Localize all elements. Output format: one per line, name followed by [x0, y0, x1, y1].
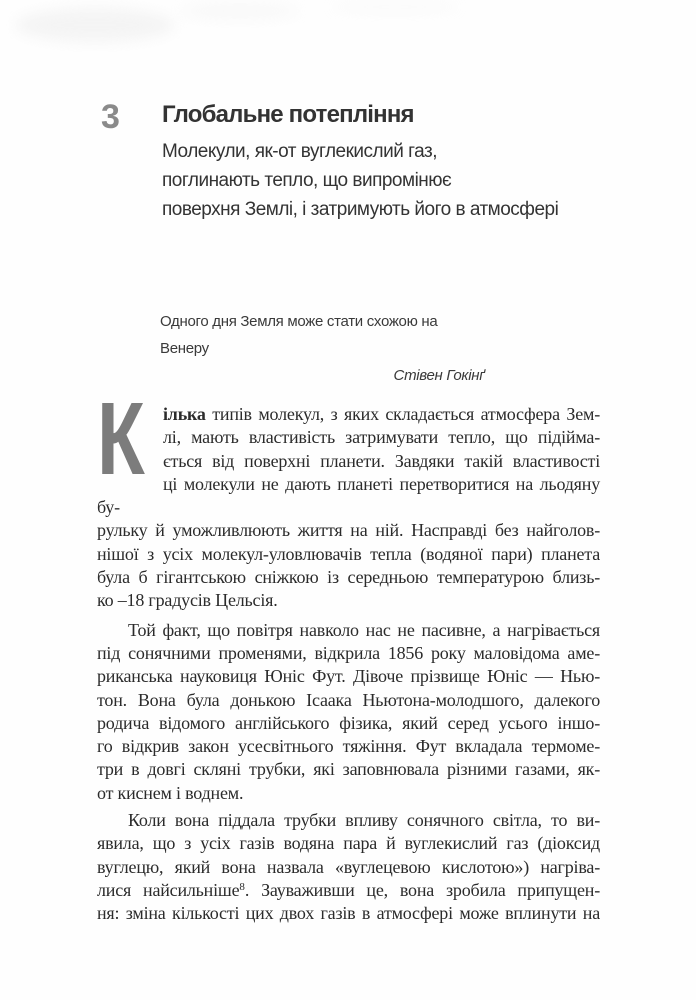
scan-artifact: [330, 0, 460, 14]
dropcap-letter: К: [97, 381, 145, 496]
body-line: родича відомого англійського фізика, який серед усього іншо-: [97, 712, 600, 733]
body-line: Коли вона піддала трубки впливу сонячного світла, то ви-: [128, 810, 600, 831]
body-line: [97, 879, 600, 902]
body-line: от киснем і воднем.: [97, 782, 244, 803]
body-line: була б гігантською сніжкою із середньою температурою близь-: [97, 567, 600, 588]
body-line: ється від поверхні планети. Завдяки такій властивості: [163, 450, 600, 471]
scan-artifact: [180, 2, 300, 20]
chapter-number: 3: [101, 98, 120, 136]
scan-artifact: [15, 8, 175, 42]
body-line-text: типів молекул, з яких складається атмосфера Зем-: [205, 404, 600, 424]
body-line: го відкрив закон усесвітнього тяжіння. Фут вкладала термоме-: [97, 736, 600, 757]
body-line: Той факт, що повітря навколо нас не пасивне, а нагрівається: [128, 619, 600, 640]
epigraph-attribution: Стівен Гокінґ: [393, 367, 484, 384]
dropcap: [97, 381, 153, 496]
body-line: ня: зміна кількості цих двох газів в атмосфері може вплинути на: [97, 903, 600, 924]
lead-word-bold: ілька: [163, 404, 206, 424]
body-line: явила, що з усіх газів водяна пара й вуглекислий газ (діоксид: [97, 833, 600, 854]
body-line-text: . Зауваживши це, вона зробила припущен-: [244, 879, 600, 900]
paragraph-2: [97, 619, 600, 805]
body-line-text: лися найсильніше: [97, 879, 240, 900]
subtitle-line: Молекули, як-от вуглекислий газ,: [162, 141, 437, 162]
body-line: під сонячними променями, відкрила 1856 року маловідома аме-: [97, 642, 600, 663]
paragraph-1: [97, 381, 600, 613]
body-line: лі, мають властивість затримувати тепло, що підійма-: [163, 427, 600, 448]
chapter-subtitle: [162, 137, 558, 224]
body-line: [97, 403, 600, 426]
body-line: нішої з усіх молекул-уловлювачів тепла (водяної пари) планета: [97, 543, 600, 564]
chapter-title: Глобальне потепління: [162, 101, 414, 128]
subtitle-line: поглинають тепло, що випромінює: [162, 170, 452, 191]
epigraph: [160, 308, 484, 389]
footnote-marker: 8: [239, 880, 245, 893]
body-text: [97, 381, 600, 926]
body-line: рульку й уможливлюють життя на ній. Насправді без найголов-: [97, 520, 600, 541]
epigraph-quote: Одного дня Земля може стати схожою на Венеру: [160, 313, 438, 357]
body-line: вуглецю, який вона назвала «вуглецевою кислотою») нагріва-: [97, 856, 600, 877]
subtitle-line: поверхня Землі, і затримують його в атмосфері: [162, 199, 559, 220]
body-line: тон. Вона була донькою Ісаака Ньютона-молодшого, далекого: [97, 689, 600, 710]
body-line: ці молекули не дають планеті перетворитися на льодяну бу-: [97, 473, 600, 518]
paragraph-3: [97, 809, 600, 925]
body-line: риканська науковиця Юніс Фут. Дівоче прізвище Юніс — Нью-: [97, 666, 600, 687]
body-line: три в довгі скляні трубки, які заповнювала різними газами, як-: [97, 759, 600, 780]
body-line: ко –18 градусів Цельсія.: [97, 590, 278, 611]
